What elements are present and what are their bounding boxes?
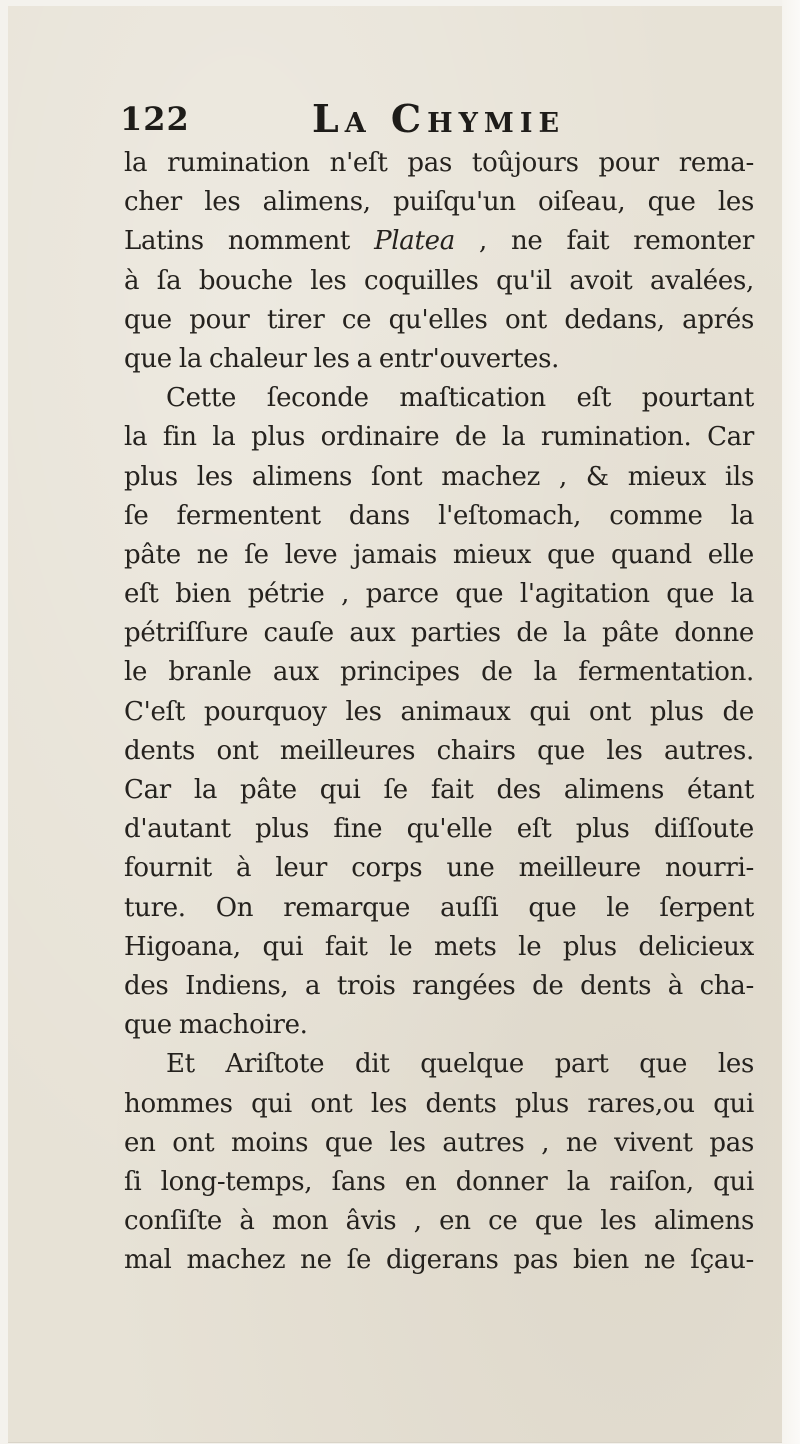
text-line: le branle aux principes de la fermentation. [124, 657, 754, 688]
text-segment: , ne fait remonter [454, 226, 754, 257]
text-line: plus les alimens ſont machez , & mieux ils [124, 461, 754, 492]
page-header [120, 96, 760, 140]
text-line: la rumination n'eſt pas toûjours pour rema- [124, 148, 754, 178]
text-line: ſi long-temps, ſans en donner la raiſon, qui [124, 1166, 754, 1197]
text-line: en ont moins que les autres , ne vivent pas [124, 1127, 754, 1158]
text-line: d'autant plus fine qu'elle eſt plus diſſoute [124, 814, 754, 845]
page-number: 122 [120, 100, 190, 138]
text-line: C'eſt pourquoy les animaux qui ont plus de [124, 696, 754, 727]
text-line: hommes qui ont les dents plus rares,ou qui [124, 1088, 754, 1119]
text-line: que la chaleur les a entr'ouvertes. [124, 343, 560, 374]
text-line: pétriſſure cauſe aux parties de la pâte donne [124, 618, 754, 649]
text-line: des Indiens, a trois rangées de dents à cha- [124, 970, 754, 1001]
text-line: ture. On remarque auſſi que le ſerpent [124, 892, 754, 923]
text-line: à ſa bouche les coquilles qu'il avoit avalées, [124, 265, 754, 296]
text-line [124, 222, 754, 261]
text-line: conſiſte à mon âvis , en ce que les alimens [124, 1206, 754, 1237]
italic-term: Platea [374, 226, 455, 257]
text-line: Cette ſeconde maſtication eſt pourtant [166, 383, 754, 414]
text-line: pâte ne ſe leve jamais mieux que quand elle [124, 539, 754, 570]
text-line: Et Ariſtote dit quelque part que les [166, 1049, 754, 1080]
text-line: dents ont meilleures chairs que les autres. [124, 735, 754, 766]
text-line: la fin la plus ordinaire de la rumination. Car [124, 422, 754, 453]
text-line: ſe fermentent dans l'eſtomach, comme la [124, 500, 754, 531]
text-segment: Latins nomment [124, 226, 375, 257]
text-line: eſt bien pétrie , parce que l'agitation que la [124, 579, 754, 610]
text-line: mal machez ne ſe digerans pas bien ne ſçau- [124, 1245, 754, 1276]
page-edge [782, 0, 800, 1444]
text-line: Car la pâte qui ſe fait des alimens étant [124, 775, 754, 805]
book-page [8, 6, 784, 1442]
text-line: fournit à leur corps une meilleure nourri- [124, 853, 754, 884]
text-line: que machoire. [124, 1010, 308, 1041]
text-line: que pour tirer ce qu'elles ont dedans, aprés [124, 304, 754, 335]
running-title: La Chymie [312, 96, 566, 141]
text-line: cher les alimens, puiſqu'un oiſeau, que les [124, 187, 754, 218]
text-line: Higoana, qui fait le mets le plus delicieux [124, 931, 754, 962]
body-text [124, 144, 754, 1280]
